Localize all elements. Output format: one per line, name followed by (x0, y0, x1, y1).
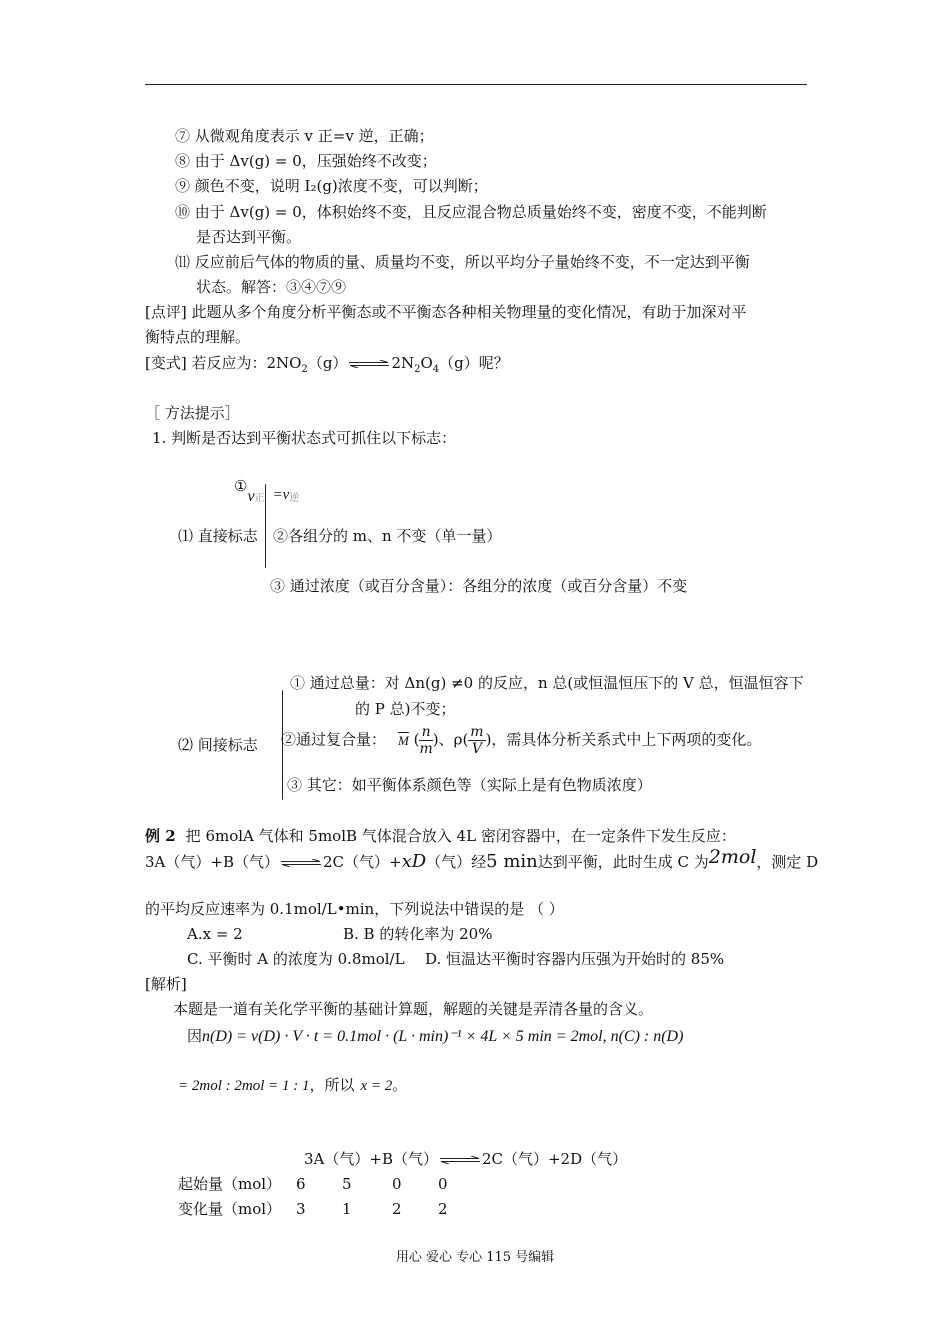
table-row (178, 1174, 478, 1194)
method-item-1: 1. 判断是否达到平衡状态式可抓住以下标志： (152, 429, 457, 447)
equilibrium-arrow-icon (281, 859, 321, 867)
header-rule (145, 84, 807, 85)
line-8: ⑧ 由于 Δv(g) = 0，压强始终不改变； (175, 152, 437, 170)
line-11a: ⑾ 反应前后气体的物质的量、质量均不变，所以平均分子量始终不变，不一定达到平衡 (175, 253, 750, 271)
table-cell: 0 (438, 1175, 448, 1193)
table-cell: 2 (392, 1200, 402, 1218)
indirect-item-1b: 的 P 总)不变； (355, 700, 456, 718)
direct-item-1: $①v_正 =v_逆$ (234, 477, 300, 505)
comment-line-b: 衡特点的理解。 (145, 328, 251, 346)
table-cell: 3 (296, 1200, 306, 1218)
table-cell: 5 (342, 1175, 352, 1193)
line-10a: ⑩ 由于 Δv(g) = 0，体积始终不变，且反应混合物总质量始终不变，密度不变，不能判断 (175, 203, 767, 221)
direct-brace (265, 484, 266, 568)
indirect-item-3: ③ 其它：如平衡体系颜色等（实际上是有色物质浓度） (287, 776, 652, 794)
calc-line-2: = 2mol : 2mol = 1 : 1，所以 x = 2。 (178, 1076, 408, 1094)
table-cell: 0 (392, 1175, 402, 1193)
page-footer: 用心 爱心 专心 115 号编辑 (395, 1250, 555, 1265)
comment-line-a: [点评] 此题从多个角度分析平衡态或不平衡态各种相关物理量的变化情况，有助于加深对平 (145, 303, 747, 321)
equilibrium-arrow-icon (349, 360, 389, 368)
option-a: A.x = 2 (187, 925, 243, 943)
line-11b: 状态。解答：③④⑦⑨ (196, 278, 347, 296)
example-line-1: 例 2 把 6molA 气体和 5molB 气体混合放入 4L 密闭容器中，在一定条件下发生反应： (145, 827, 736, 845)
table-cell: 1 (342, 1200, 352, 1218)
table-cell: 6 (296, 1175, 306, 1193)
table-reaction: 3A（气）+B（气） 2C（气）+2D（气） (304, 1150, 628, 1168)
analysis-text: 本题是一道有关化学平衡的基础计算题，解题的关键是弄清各量的含义。 (173, 1000, 654, 1018)
line-7: ⑦ 从微观角度表示 v 正=v 逆，正确； (175, 127, 434, 145)
table-row (178, 1199, 478, 1219)
option-d: D. 恒温达平衡时容器内压强为开始时的 85% (425, 950, 725, 968)
row-label: 起始量（mol） (178, 1175, 282, 1193)
row-label: 变化量（mol） (178, 1200, 282, 1218)
calc-line-1: 因n(D) = v(D) · V · t = 0.1mol · (L · min)⁻¹ × 4L × 5 min = 2mol, n(C) : n(D) (187, 1027, 684, 1045)
line-9: ⑨ 颜色不变，说明 I₂(g)浓度不变，可以判断； (175, 177, 488, 195)
example-equation: 3A（气）+B（气） 2C（气）+xD（气）经5 min达到平衡，此时生成 C 为2mol，测定 D (145, 846, 819, 872)
indirect-item-2: ②通过复合量： M ( $\frac{n}{m}$ )、ρ( $\frac{m}{V}$ )，需具体分析关系式中上下两项的变化。 (281, 724, 762, 757)
table-cell: 2 (438, 1200, 448, 1218)
line-10b: 是否达到平衡。 (196, 228, 302, 246)
direct-label: ⑴ 直接标志 (178, 527, 258, 545)
option-c: C. 平衡时 A 的浓度为 0.8mol/L (187, 950, 405, 968)
indirect-label: ⑵ 间接标志 (178, 736, 258, 754)
example-line-3: 的平均反应速率为 0.1mol/L•min，下列说法中错误的是 （ ） (145, 900, 564, 918)
variant-line: [变式] 若反应为：$2NO_2(g)$ $2N_2O_4(g)$呢？ (145, 354, 509, 375)
method-title: ［ 方法提示］ (145, 404, 240, 422)
indirect-item-1a: ① 通过总量：对 Δn(g) ≠0 的反应，n 总(或恒温恒压下的 V 总，恒温恒容下 (290, 674, 804, 692)
option-b: B. B 的转化率为 20% (343, 925, 493, 943)
example-title: 例 2 (145, 827, 176, 845)
direct-item-2: ②各组分的 m、n 不变（单一量） (273, 527, 502, 545)
direct-item-3: ③ 通过浓度（或百分含量）：各组分的浓度（或百分含量）不变 (270, 577, 688, 595)
analysis-label: [解析] (145, 975, 187, 993)
equilibrium-arrow-icon (440, 1156, 480, 1164)
